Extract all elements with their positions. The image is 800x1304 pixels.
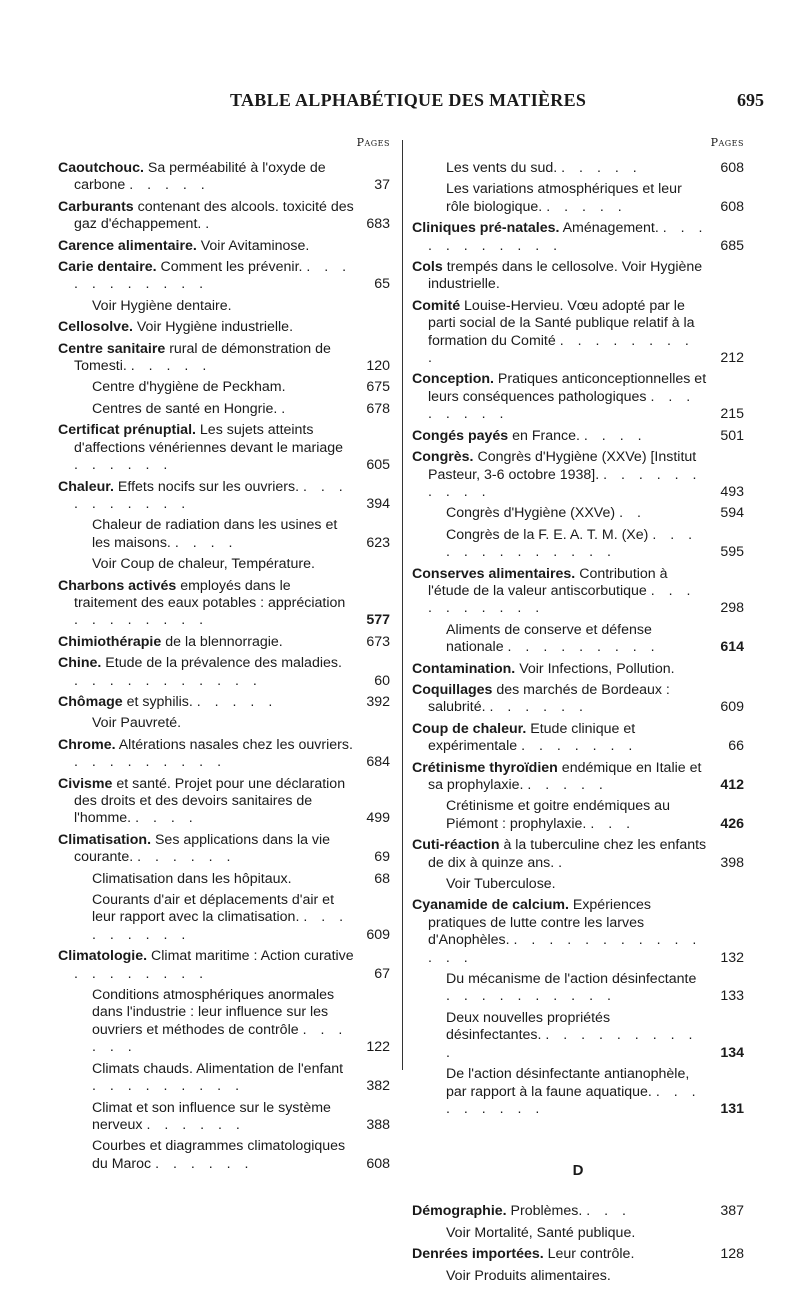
page-reference: 608: [720, 198, 744, 215]
page-reference: 133: [720, 988, 744, 1005]
leader-dots: .: [558, 854, 568, 871]
entry-text: Climat maritime : Action curative: [147, 948, 354, 965]
entry-text: endémique en Italie et sa prophylaxie.: [428, 759, 702, 793]
page-header: [0, 90, 800, 114]
entry-text: et santé. Projet pour une déclaration des droits et des devoirs sanitaires de l'homme.: [74, 775, 346, 827]
leader-dots: .: [205, 216, 215, 233]
entry-heading: Démographie.: [412, 1203, 507, 1220]
index-entry: [412, 259, 744, 294]
index-entry: [412, 721, 744, 756]
entry-heading: Centre sanitaire: [58, 340, 166, 357]
entry-heading: Coquillages: [412, 681, 493, 698]
entry-text: des marchés de Bordeaux : salubrité.: [428, 681, 670, 716]
entry-heading: Civisme: [58, 775, 113, 792]
index-entry: [58, 1061, 390, 1096]
entry-text: Chaleur de radiation dans les usines et les maisons.: [92, 517, 338, 551]
entry-heading: Certificat prénuptial.: [58, 422, 196, 439]
index-entry: [58, 556, 390, 573]
leader-dots: . . . . . . . .: [74, 612, 209, 629]
page-reference: 595: [720, 544, 744, 561]
page-reference: 675: [366, 379, 390, 396]
leader-dots: . . . . . . . . .: [92, 1078, 245, 1095]
entry-heading: Cellosolve.: [58, 319, 133, 336]
index-entry: [58, 319, 390, 336]
entry-text: Sa perméabilité à l'oxyde de carbone: [74, 160, 326, 194]
index-entry: [412, 505, 744, 522]
section-letter: D: [572, 1162, 584, 1180]
page-reference: 608: [720, 160, 744, 176]
index-entry: [58, 694, 390, 711]
page-reference: 134: [720, 1044, 744, 1061]
entry-text: Problèmes.: [506, 1203, 583, 1220]
leader-dots: . . . . .: [130, 358, 212, 375]
index-entry: [58, 517, 390, 552]
index-entry: [58, 1138, 390, 1173]
leader-dots: . . . . . . . . .: [74, 754, 227, 771]
page-reference: 37: [374, 177, 390, 194]
entry-text: Climats chauds. Alimentation de l'enfant: [92, 1060, 344, 1077]
page-reference: 392: [366, 693, 390, 710]
running-title: TABLE ALPHABÉTIQUE DES MATIÈRES: [230, 90, 587, 110]
entry-text: Deux nouvelles propriétés désinfectantes.: [446, 1009, 611, 1044]
index-entry: [412, 160, 744, 177]
d-entry-list: [412, 1203, 744, 1285]
page-reference: 608: [366, 1155, 390, 1172]
entry-heading: Crétinisme thyroïdien: [412, 759, 558, 776]
entry-text: Ses applications dans la vie courante.: [74, 831, 331, 866]
index-entry: [412, 798, 744, 833]
page-reference: 60: [374, 672, 390, 689]
index-entry: [58, 634, 390, 651]
entry-text: Les sujets atteints d'affections vénériennes devant le mariage: [74, 422, 344, 456]
entry-heading: Climatologie.: [58, 948, 148, 965]
index-entry: [412, 371, 744, 423]
entry-heading: Conserves alimentaires.: [412, 565, 576, 582]
index-entry: [58, 987, 390, 1057]
leader-dots: . . . . . . . .: [428, 388, 696, 423]
page-reference: 623: [366, 534, 390, 551]
page-reference: 298: [720, 600, 744, 617]
index-entry: [58, 238, 390, 255]
entry-text: Leur contrôle.: [543, 1246, 635, 1263]
entry-heading: Climatisation.: [58, 831, 152, 848]
entry-heading: Charbons activés: [58, 577, 177, 594]
index-entry: [412, 971, 744, 1006]
entry-text: Du mécanisme de l'action désinfectante: [446, 971, 697, 988]
entry-heading: Congrès.: [412, 449, 474, 466]
index-entry: [58, 341, 390, 376]
leader-dots: . . . . . . . . .: [428, 332, 694, 367]
entry-heading: Contamination.: [412, 660, 516, 677]
leader-dots: . . . . . . . . . .: [428, 582, 696, 617]
entry-heading: Chine.: [58, 655, 102, 672]
page-reference: 66: [728, 738, 744, 755]
entry-text: Voir Pauvreté.: [92, 715, 182, 732]
entry-text: Crétinisme et goitre endémiques au Piémont : prophylaxie.: [446, 798, 670, 832]
leader-dots: .: [281, 400, 291, 417]
entry-text: en France.: [508, 427, 580, 444]
entry-text: Pratiques anticonceptionnelles et leurs conséquences pathologiques: [428, 371, 707, 405]
entry-heading: Chômage: [58, 693, 123, 710]
entry-text: Climatisation dans les hôpitaux.: [92, 870, 292, 887]
page-reference: 614: [720, 639, 744, 656]
page-reference: 426: [720, 815, 744, 832]
index-entry: [412, 181, 744, 216]
page-reference: 131: [720, 1100, 744, 1117]
page-reference: 128: [720, 1246, 744, 1263]
leader-dots: . . . .: [135, 810, 198, 827]
entry-text: Altérations nasales chez les ouvriers.: [115, 736, 353, 753]
index-entry: [58, 948, 390, 983]
entry-text: Les variations atmosphériques et leur rôle biologique.: [446, 181, 682, 215]
index-entry: [412, 298, 744, 368]
leader-dots: . . .: [586, 1203, 631, 1220]
entry-text: Louise-Hervieu. Vœu adopté par le parti social de la Santé publique relatif à la formation du Comité: [428, 297, 695, 349]
page-reference: 132: [720, 949, 744, 966]
index-entry: [412, 1010, 744, 1062]
entry-heading: Chrome.: [58, 736, 116, 753]
entry-text: trempés dans le cellosolve. Voir Hygiène industrielle.: [428, 259, 703, 293]
leader-dots: . .: [619, 505, 646, 522]
entry-text: Climat et son influence sur le système nerveux: [92, 1099, 331, 1133]
entry-text: Comment les prévenir.: [156, 259, 303, 276]
column-divider: [402, 140, 403, 1070]
left-column: [58, 136, 390, 1177]
entry-text: Etude de la prévalence des maladies.: [101, 655, 342, 672]
index-entry: [412, 1203, 744, 1220]
leader-dots: . . . . .: [527, 777, 608, 793]
leader-dots: . . . . .: [129, 177, 210, 194]
leader-dots: . . . . . . . . . . . . . .: [428, 932, 702, 966]
index-entry: [412, 449, 744, 501]
index-entry: [412, 1066, 744, 1118]
right-column: [412, 136, 744, 1289]
entry-text: Congrès d'Hygiène (XXVe): [446, 505, 616, 522]
entry-heading: Chaleur.: [58, 478, 114, 495]
page-reference: 605: [366, 457, 390, 474]
entry-heading: Caoutchouc.: [58, 160, 144, 176]
index-entry: [412, 876, 744, 893]
page-reference: 673: [366, 633, 390, 650]
leader-dots: . . . . . .: [92, 1021, 348, 1056]
leader-dots: . . . .: [174, 534, 238, 551]
leader-dots: . . . . . . . . .: [507, 639, 660, 656]
entry-heading: Carie dentaire.: [58, 259, 157, 276]
entry-text: De l'action désinfectante antianophèle, par rapport à la faune aquatique.: [446, 1066, 690, 1100]
index-entry: [58, 1100, 390, 1135]
entry-text: Voir Avitaminose.: [196, 237, 310, 254]
entry-text: Courbes et diagrammes climatologiques du Maroc: [92, 1138, 346, 1172]
index-entry: [412, 428, 744, 445]
entry-text: Congrès d'Hygiène (XXVe) [Institut Pasteur, 3-6 octobre 1938].: [428, 449, 697, 483]
page-reference: 493: [720, 483, 744, 500]
entry-text: Voir Mortalité, Santé publique.: [446, 1224, 636, 1241]
leader-dots: . . . . . . . . . .: [446, 1027, 698, 1061]
entry-heading: Carence alimentaire.: [58, 237, 197, 254]
page-reference: 684: [366, 754, 390, 771]
page-reference: 215: [720, 406, 744, 423]
entry-text: Voir Tuberculose.: [446, 876, 556, 893]
pages-label: Pages: [710, 136, 744, 149]
page-reference: 68: [374, 870, 390, 887]
page-reference: 122: [366, 1039, 390, 1056]
page-reference: 683: [366, 216, 390, 233]
leader-dots: . . . . . .: [155, 1155, 254, 1172]
index-entry: [58, 776, 390, 828]
page-reference: 387: [720, 1203, 744, 1220]
index-entry: [58, 401, 390, 418]
index-entry: [58, 871, 390, 888]
leader-dots: . . . . . . . . . .: [446, 988, 616, 1005]
index-entry: [58, 715, 390, 732]
page-reference: 212: [720, 350, 744, 367]
page-reference: 412: [720, 777, 744, 793]
entry-heading: Comité: [412, 297, 461, 314]
index-entry: [58, 479, 390, 514]
entry-text: Aménagement.: [559, 220, 659, 237]
entry-text: Conditions atmosphériques anormales dans l'industrie : leur influence sur les ouvriers et méthodes de contrôle: [92, 987, 335, 1038]
entry-text: Les vents du sud.: [446, 160, 558, 176]
pages-label: Pages: [356, 136, 390, 149]
index-entry: [58, 379, 390, 396]
index-entry: [58, 422, 390, 474]
page-reference: 678: [366, 400, 390, 417]
entry-text: Etude clinique et expérimentale: [428, 720, 636, 755]
leader-dots: . . . . .: [561, 160, 642, 176]
entry-text: Effets nocifs sur les ouvriers.: [113, 478, 300, 495]
page-reference: 388: [366, 1116, 390, 1133]
index-entry: [412, 1246, 744, 1263]
index-entry: [58, 832, 390, 867]
entry-heading: Chimiothérapie: [58, 633, 162, 650]
index-entry: [58, 892, 390, 944]
leader-dots: . . . . . .: [489, 699, 588, 716]
index-entry: [412, 661, 744, 678]
page-reference: 609: [366, 926, 390, 943]
page-reference: 69: [374, 849, 390, 866]
leader-dots: . . . . . .: [74, 457, 173, 474]
entry-text: à la tuberculine chez les enfants de dix à quinze ans.: [428, 837, 707, 871]
index-entry: [412, 220, 744, 255]
leader-dots: . . . . . . . . . . .: [74, 672, 262, 689]
index-entry: [412, 622, 744, 657]
index-entry: [58, 737, 390, 772]
entry-text: Voir Hygiène dentaire.: [92, 297, 232, 314]
index-entry: [412, 837, 744, 872]
entry-text: de la blennorragie.: [161, 633, 283, 650]
leader-dots: . . .: [590, 815, 636, 832]
leader-dots: . . . . . .: [146, 1116, 245, 1133]
entry-heading: Cyanamide de calcium.: [412, 897, 569, 914]
index-entry: [412, 760, 744, 795]
page-reference: 65: [374, 276, 390, 293]
leader-dots: . . . . . . . .: [74, 965, 209, 982]
page-reference: 398: [720, 854, 744, 871]
index-entry: [412, 682, 744, 717]
page-reference: 394: [366, 495, 390, 512]
entry-heading: Carburants: [58, 198, 134, 215]
entry-text: Voir Hygiène industrielle.: [132, 319, 294, 336]
entry-heading: Cols: [412, 259, 443, 276]
entry-text: et syphilis.: [122, 693, 193, 710]
page-reference: 609: [720, 699, 744, 716]
leader-dots: . . . . . . . . . .: [74, 478, 348, 512]
entry-text: Expériences pratiques de lutte contre les larves d'Anophèles.: [428, 897, 651, 949]
entry-heading: Conception.: [412, 371, 494, 388]
page-reference: 594: [720, 505, 744, 522]
entry-text: Voir Coup de chaleur, Température.: [92, 556, 315, 573]
left-entry-list: [58, 160, 390, 1173]
page-reference: 685: [720, 237, 744, 254]
leader-dots: . . . . . . . . . .: [428, 466, 702, 500]
page-reference: 501: [720, 427, 744, 444]
leader-dots: . . . . . .: [137, 849, 236, 866]
index-entry: [412, 1268, 744, 1285]
right-entry-list: [412, 160, 744, 1118]
index-entry: [412, 897, 744, 967]
entry-heading: Cuti-réaction: [412, 837, 500, 854]
entry-text: Courants d'air et déplacements d'air et leur rapport avec la climatisation.: [92, 892, 335, 926]
index-entry: [412, 566, 744, 618]
entry-text: Congrès de la F. E. A. T. M. (Xe): [446, 526, 649, 543]
page-number: 695: [737, 90, 764, 110]
entry-text: contenant des alcools. toxicité des gaz d'échappement.: [74, 198, 354, 233]
entry-text: rural de démonstration de Tomesti.: [74, 340, 331, 375]
page-reference: 120: [366, 358, 390, 375]
leader-dots: . . . . .: [546, 198, 627, 215]
index-entry: [58, 655, 390, 690]
entry-text: Centre d'hygiène de Peckham.: [92, 379, 286, 396]
page-reference: 382: [366, 1078, 390, 1095]
entry-text: Voir Infections, Pollution.: [515, 660, 675, 677]
entry-heading: Denrées importées.: [412, 1246, 544, 1263]
leader-dots: . . . . . . . . . . .: [428, 220, 708, 254]
entry-heading: Cliniques pré-natales.: [412, 220, 560, 237]
leader-dots: . . . . .: [196, 693, 278, 710]
leader-dots: . . . .: [583, 427, 647, 444]
leader-dots: . . . . . . . . .: [92, 909, 349, 943]
entry-text: Contribution à l'étude de la valeur antiscorbutique: [428, 565, 668, 599]
entry-text: Voir Produits alimentaires.: [446, 1267, 611, 1284]
page-reference: 67: [374, 965, 390, 982]
index-entry: [412, 1225, 744, 1242]
leader-dots: . . . . . . . . . . .: [74, 259, 352, 293]
index-entry: [58, 259, 390, 294]
index-entry: [58, 578, 390, 630]
index-entry: [58, 160, 390, 195]
entry-text: Centres de santé en Hongrie.: [92, 400, 278, 417]
leader-dots: . . . . . . . . . . . . .: [446, 526, 698, 561]
page-reference: 577: [366, 612, 390, 629]
leader-dots: . . . . . . . . .: [446, 1083, 701, 1117]
index-entry: [58, 199, 390, 234]
leader-dots: . . . . . . .: [521, 738, 638, 755]
entry-text: employés dans le traitement des eaux potables : appréciation: [74, 577, 346, 611]
entry-heading: Coup de chaleur.: [412, 720, 527, 737]
index-entry: [412, 527, 744, 562]
entry-text: Aliments de conserve et défense nationale: [446, 621, 652, 656]
entry-heading: Congés payés: [412, 427, 509, 444]
page-reference: 499: [366, 810, 390, 827]
index-entry: [58, 298, 390, 315]
